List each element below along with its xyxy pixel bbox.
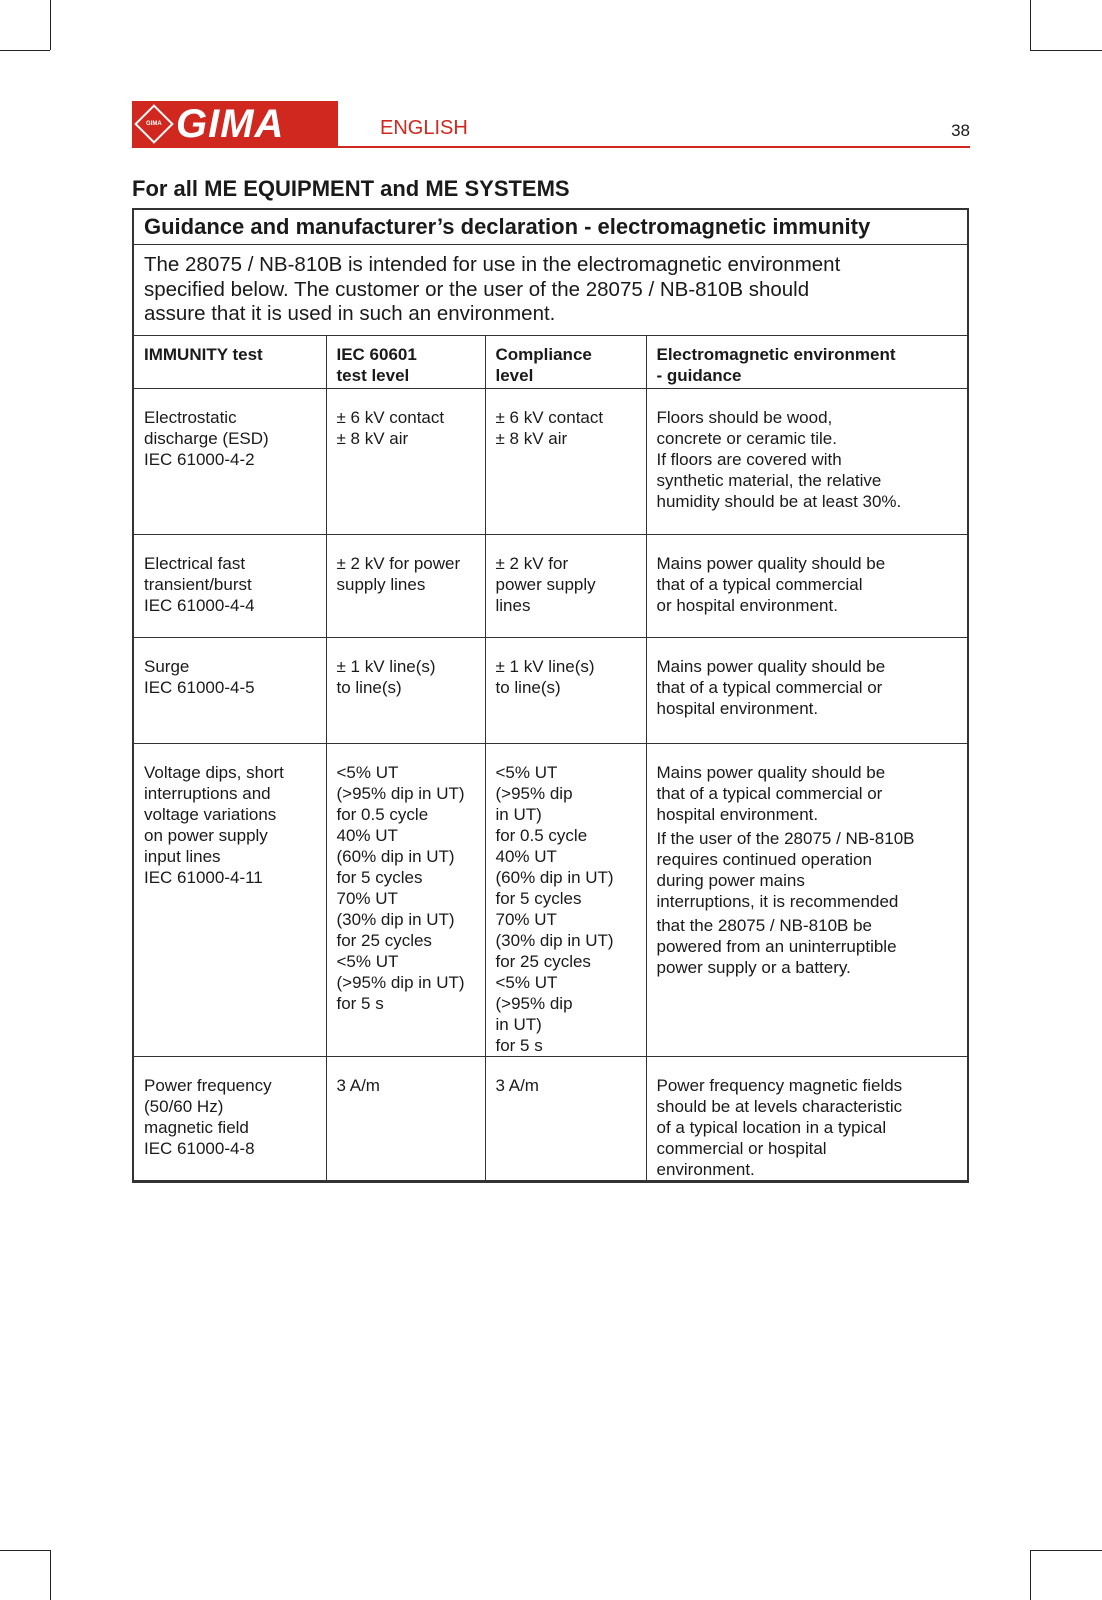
cell-text: Floors should be wood, [656,407,833,427]
table-row [134,743,967,1056]
cell-text: interruptions and [144,783,271,803]
header-divider [132,146,970,148]
cell-text: for 0.5 cycle [336,804,429,824]
cell-text: that the 28075 / NB-810B be [656,915,872,935]
cell-text: 70% UT [495,909,557,929]
table-row [134,637,967,743]
cell-text: or hospital environment. [656,595,838,615]
cell-text: to line(s) [336,677,402,697]
cell-text: ± 8 kV air [495,428,568,448]
cell-text: 40% UT [495,846,557,866]
cell-text: IEC 61000-4-4 [144,595,255,615]
cell-text: (60% dip in UT) [336,846,455,866]
page-number: 38 [951,121,970,140]
crop-mark [1030,50,1102,51]
cell-test [134,743,326,1056]
cell-text: 70% UT [336,888,398,908]
cell-text: Power frequency magnetic fields [656,1075,903,1095]
cell-text: (60% dip in UT) [495,867,614,887]
cell-text: in UT) [495,1014,542,1034]
immunity-table [134,336,967,1180]
cell-iec [326,637,485,743]
cell-text: during power mains [656,870,805,890]
cell-text: discharge (ESD) [144,428,269,448]
cell-compliance [485,388,646,534]
cell-text: ± 1 kV line(s) [336,656,436,676]
header-em-guidance [646,336,967,388]
cell-text: for 5 cycles [495,888,582,908]
cell-guidance [646,388,967,534]
cell-text: should be at levels characteristic [656,1096,903,1116]
cell-text: for 5 s [495,1035,543,1055]
cell-text: Surge [144,656,190,676]
cell-text: 3 A/m [495,1075,539,1095]
cell-compliance [485,534,646,637]
cell-text: input lines [144,846,221,866]
header-text: Electromagnetic environment [656,345,896,364]
cell-guidance [646,637,967,743]
cell-text: IEC 61000-4-2 [144,449,255,469]
cell-text: ± 2 kV for [495,553,569,573]
cell-text: Mains power quality should be [656,762,886,782]
cell-text: Voltage dips, short [144,762,284,782]
cell-text: Mains power quality should be [656,656,886,676]
cell-test [134,637,326,743]
cell-text: synthetic material, the relative [656,470,882,490]
cell-text: for 0.5 cycle [495,825,588,845]
cell-text: power supply or a battery. [656,957,851,977]
logo-emblem-icon [134,104,174,144]
cell-text: for 5 cycles [336,867,423,887]
header-text: level [495,366,534,385]
cell-text: in UT) [495,804,542,824]
crop-mark [0,50,50,51]
header-immunity-test [134,336,326,388]
cell-compliance [485,1056,646,1180]
cell-text: <5% UT [495,972,558,992]
cell-text: Electrostatic [144,407,237,427]
cell-text: for 25 cycles [495,951,591,971]
cell-compliance [485,743,646,1056]
cell-text: 3 A/m [336,1075,380,1095]
cell-test [134,1056,326,1180]
cell-iec [326,743,485,1056]
cell-text: ± 6 kV contact [495,407,604,427]
cell-text: ± 1 kV line(s) [495,656,595,676]
cell-text: (>95% dip [495,783,573,803]
cell-iec [326,534,485,637]
cell-text: Power frequency [144,1075,272,1095]
header-text: IMMUNITY test [144,345,263,364]
intro-line: specified below. The customer or the user of the 28075 / NB-810B should [144,277,810,301]
crop-mark [1030,0,1031,50]
cell-text: interruptions, it is recommended [656,891,899,911]
cell-guidance [646,743,967,1056]
cell-text: that of a typical commercial or [656,783,883,803]
cell-text: powered from an uninterruptible [656,936,897,956]
header-compliance-level [485,336,646,388]
cell-text: hospital environment. [656,698,819,718]
language-label: ENGLISH [380,117,468,139]
cell-text: power supply [495,574,596,594]
cell-text: (>95% dip [495,993,573,1013]
cell-text: environment. [656,1159,755,1179]
cell-text: magnetic field [144,1117,249,1137]
intro-line: The 28075 / NB-810B is intended for use in the electromagnetic environment [144,253,841,276]
cell-text: If the user of the 28075 / NB-810B [656,828,915,848]
cell-text: for 25 cycles [336,930,432,950]
cell-text: IEC 61000-4-8 [144,1138,255,1158]
cell-text: transient/burst [144,574,252,594]
intro-paragraph [134,245,967,336]
brand-logo [132,101,338,147]
cell-text: on power supply [144,825,268,845]
intro-line: assure that it is used in such an environment. [144,302,556,325]
cell-text: requires continued operation [656,849,872,869]
cell-text: for 5 s [336,993,384,1013]
crop-mark [1030,1550,1031,1600]
table-row [134,1056,967,1180]
cell-text: lines [495,595,531,615]
crop-mark [50,0,51,50]
cell-text: (50/60 Hz) [144,1096,224,1116]
cell-text: <5% UT [336,762,399,782]
cell-text: 40% UT [336,825,398,845]
table-header-row [134,336,967,388]
cell-text: ± 6 kV contact [336,407,445,427]
crop-mark [50,1550,51,1600]
cell-test [134,534,326,637]
cell-text: Mains power quality should be [656,553,886,573]
cell-text: supply lines [336,574,426,594]
crop-mark [0,1550,50,1551]
cell-iec [326,388,485,534]
cell-text: commercial or hospital [656,1138,827,1158]
cell-text: ± 2 kV for power [336,553,461,573]
box-heading: Guidance and manufacturer’s declaration - electromagnetic immunity [134,210,967,245]
logo-wordmark: GIMA [176,102,285,146]
header-text: IEC 60601 [336,345,417,364]
cell-guidance [646,534,967,637]
cell-text: If floors are covered with [656,449,842,469]
cell-text: IEC 61000-4-11 [144,867,263,887]
cell-text: ± 8 kV air [336,428,409,448]
cell-text: to line(s) [495,677,561,697]
cell-text: IEC 61000-4-5 [144,677,255,697]
header-iec-level [326,336,485,388]
cell-text: <5% UT [495,762,558,782]
cell-guidance [646,1056,967,1180]
cell-text: (>95% dip in UT) [336,972,465,992]
cell-compliance [485,637,646,743]
table-row [134,388,967,534]
cell-text: of a typical location in a typical [656,1117,887,1137]
cell-text: humidity should be at least 30%. [656,491,902,511]
cell-text: hospital environment. [656,804,819,824]
cell-text: (30% dip in UT) [495,930,614,950]
cell-text: that of a typical commercial [656,574,863,594]
logo-emblem-text: GIMA [146,120,162,127]
cell-iec [326,1056,485,1180]
cell-text: that of a typical commercial or [656,677,883,697]
section-title: For all ME EQUIPMENT and ME SYSTEMS [132,176,570,201]
cell-text: Electrical fast [144,553,246,573]
header-text: test level [336,366,410,385]
cell-test [134,388,326,534]
cell-text: (>95% dip in UT) [336,783,465,803]
header-text: Compliance [495,345,592,364]
cell-text: <5% UT [336,951,399,971]
header-text: - guidance [656,366,742,385]
cell-text: concrete or ceramic tile. [656,428,837,448]
crop-mark [1030,1550,1102,1551]
table-row [134,534,967,637]
cell-text: voltage variations [144,804,277,824]
cell-text: (30% dip in UT) [336,909,455,929]
immunity-declaration-box [132,208,969,1183]
